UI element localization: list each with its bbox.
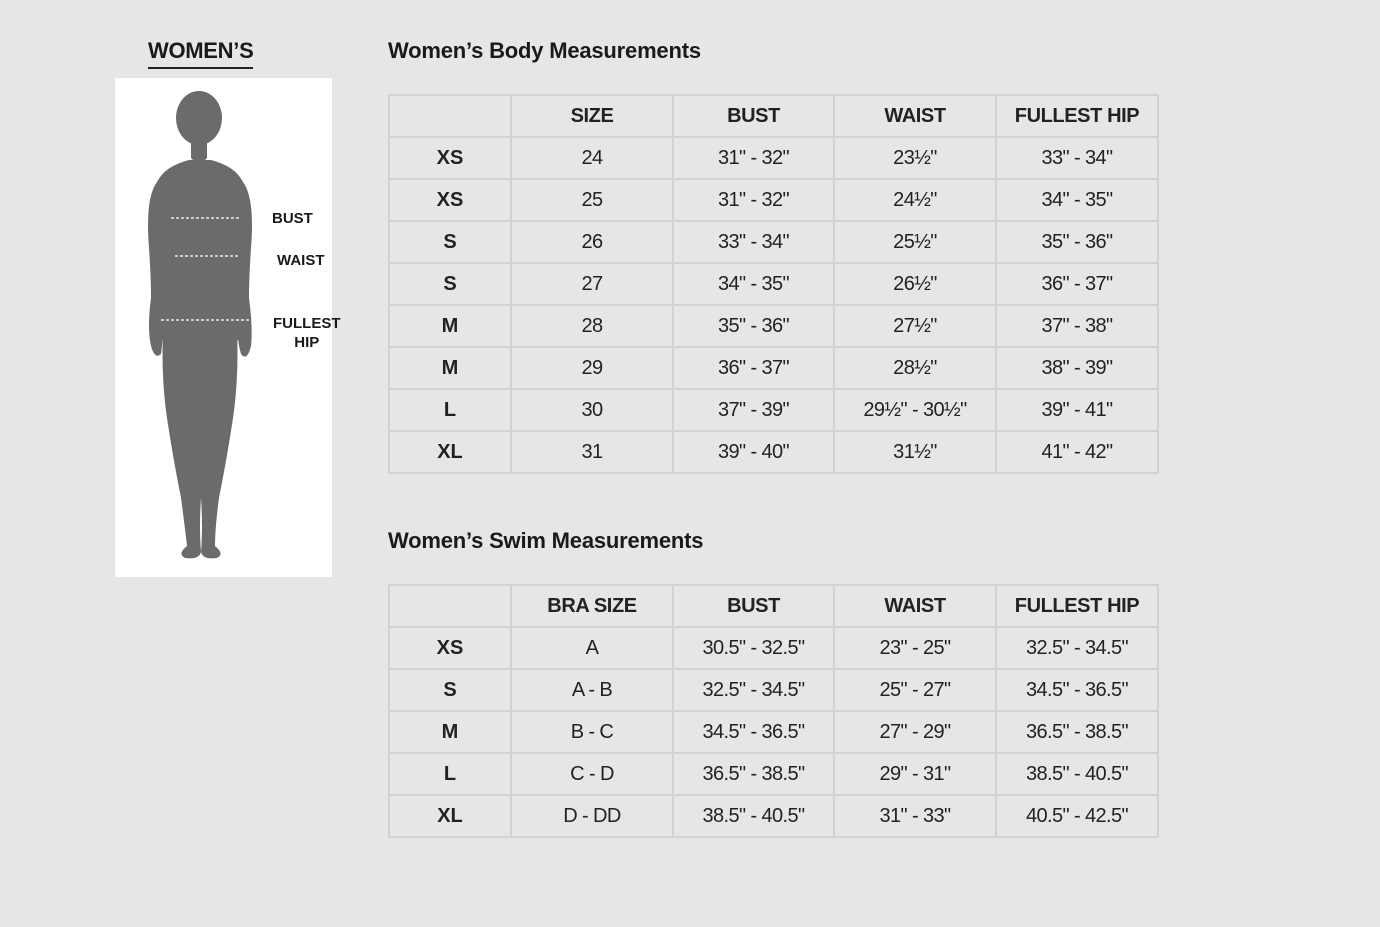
table-row (389, 263, 1158, 305)
table-cell-col-1: A (511, 627, 673, 669)
table-cell-col-4: 41" - 42" (996, 431, 1158, 473)
table-cell-col-3: 24½" (834, 179, 996, 221)
header-cell-bust: BUST (673, 95, 834, 137)
table-cell-col-1: 27 (511, 263, 673, 305)
table-cell-col-4: 33" - 34" (996, 137, 1158, 179)
table-cell-size-label: M (389, 305, 511, 347)
table-row (389, 389, 1158, 431)
table-cell-col-2: 37" - 39" (673, 389, 834, 431)
table-cell-col-4: 35" - 36" (996, 221, 1158, 263)
table-cell-size-label: L (389, 389, 511, 431)
table-cell-col-3: 31" - 33" (834, 795, 996, 837)
table-row (389, 305, 1158, 347)
table-cell-col-4: 32.5" - 34.5" (996, 627, 1158, 669)
header-cell-bust: BUST (673, 585, 834, 627)
header-cell-blank (389, 95, 511, 137)
table-cell-col-4: 34" - 35" (996, 179, 1158, 221)
table-cell-col-2: 36" - 37" (673, 347, 834, 389)
header-cell-waist: WAIST (834, 585, 996, 627)
table-cell-size-label: S (389, 221, 511, 263)
table-cell-col-2: 39" - 40" (673, 431, 834, 473)
fullest-hip-label (273, 314, 341, 352)
swim-table-body (389, 627, 1158, 837)
table-cell-col-2: 32.5" - 34.5" (673, 669, 834, 711)
table-cell-col-4: 36" - 37" (996, 263, 1158, 305)
table-cell-col-1: 24 (511, 137, 673, 179)
body-table-body (389, 137, 1158, 473)
table-cell-col-3: 28½" (834, 347, 996, 389)
table-row (389, 137, 1158, 179)
body-figure-panel (115, 78, 341, 577)
table-cell-col-2: 35" - 36" (673, 305, 834, 347)
table-cell-col-2: 33" - 34" (673, 221, 834, 263)
table-cell-col-3: 26½" (834, 263, 996, 305)
table-row (389, 711, 1158, 753)
table-cell-size-label: XS (389, 627, 511, 669)
table-cell-col-4: 36.5" - 38.5" (996, 711, 1158, 753)
table-cell-col-3: 27" - 29" (834, 711, 996, 753)
table-row (389, 431, 1158, 473)
table-cell-col-2: 34.5" - 36.5" (673, 711, 834, 753)
table-cell-size-label: XL (389, 795, 511, 837)
bust-label: BUST (272, 210, 313, 227)
header-cell-fullest-hip: FULLEST HIP (996, 585, 1158, 627)
table-cell-col-2: 38.5" - 40.5" (673, 795, 834, 837)
table-cell-col-2: 34" - 35" (673, 263, 834, 305)
table-cell-col-4: 34.5" - 36.5" (996, 669, 1158, 711)
table-cell-col-2: 36.5" - 38.5" (673, 753, 834, 795)
header-cell-size: SIZE (511, 95, 673, 137)
header-cell-blank (389, 585, 511, 627)
table-cell-col-3: 25" - 27" (834, 669, 996, 711)
swim-table-title: Women’s Swim Measurements (388, 528, 704, 553)
table-row (389, 347, 1158, 389)
table-cell-size-label: XS (389, 179, 511, 221)
table-cell-col-4: 38" - 39" (996, 347, 1158, 389)
table-cell-col-1: B - C (511, 711, 673, 753)
table-cell-size-label: S (389, 263, 511, 305)
table-row (389, 221, 1158, 263)
table-cell-col-1: 25 (511, 179, 673, 221)
table-cell-col-4: 37" - 38" (996, 305, 1158, 347)
table-cell-col-1: A - B (511, 669, 673, 711)
table-cell-size-label: S (389, 669, 511, 711)
table-cell-col-3: 23" - 25" (834, 627, 996, 669)
table-cell-size-label: XL (389, 431, 511, 473)
table-row (389, 753, 1158, 795)
table-cell-size-label: M (389, 347, 511, 389)
fullest-hip-label-line1: FULLEST (273, 315, 341, 332)
section-label-womens: WOMEN’S (148, 38, 253, 69)
swim-measurements-table (388, 584, 1159, 838)
table-cell-col-1: C - D (511, 753, 673, 795)
table-row (389, 179, 1158, 221)
body-table-title: Women’s Body Measurements (388, 38, 701, 63)
table-cell-col-3: 31½" (834, 431, 996, 473)
table-cell-col-2: 30.5" - 32.5" (673, 627, 834, 669)
table-cell-col-1: 30 (511, 389, 673, 431)
table-header-row (389, 95, 1158, 137)
table-cell-col-1: 28 (511, 305, 673, 347)
table-cell-col-3: 27½" (834, 305, 996, 347)
header-cell-bra-size: BRA SIZE (511, 585, 673, 627)
table-cell-col-3: 25½" (834, 221, 996, 263)
table-cell-size-label: L (389, 753, 511, 795)
table-cell-col-4: 38.5" - 40.5" (996, 753, 1158, 795)
table-cell-col-1: 31 (511, 431, 673, 473)
waist-label: WAIST (277, 252, 325, 269)
table-cell-size-label: XS (389, 137, 511, 179)
table-cell-col-3: 29" - 31" (834, 753, 996, 795)
table-cell-col-3: 29½" - 30½" (834, 389, 996, 431)
header-cell-waist: WAIST (834, 95, 996, 137)
table-cell-col-4: 40.5" - 42.5" (996, 795, 1158, 837)
table-cell-col-1: 26 (511, 221, 673, 263)
table-cell-col-1: D - DD (511, 795, 673, 837)
table-header-row (389, 585, 1158, 627)
table-cell-size-label: M (389, 711, 511, 753)
table-cell-col-2: 31" - 32" (673, 179, 834, 221)
table-row (389, 627, 1158, 669)
table-cell-col-1: 29 (511, 347, 673, 389)
table-row (389, 795, 1158, 837)
table-row (389, 669, 1158, 711)
body-measurements-table (388, 94, 1159, 474)
table-cell-col-2: 31" - 32" (673, 137, 834, 179)
table-cell-col-4: 39" - 41" (996, 389, 1158, 431)
table-cell-col-3: 23½" (834, 137, 996, 179)
fullest-hip-label-line2: HIP (294, 334, 320, 351)
header-cell-fullest-hip: FULLEST HIP (996, 95, 1158, 137)
